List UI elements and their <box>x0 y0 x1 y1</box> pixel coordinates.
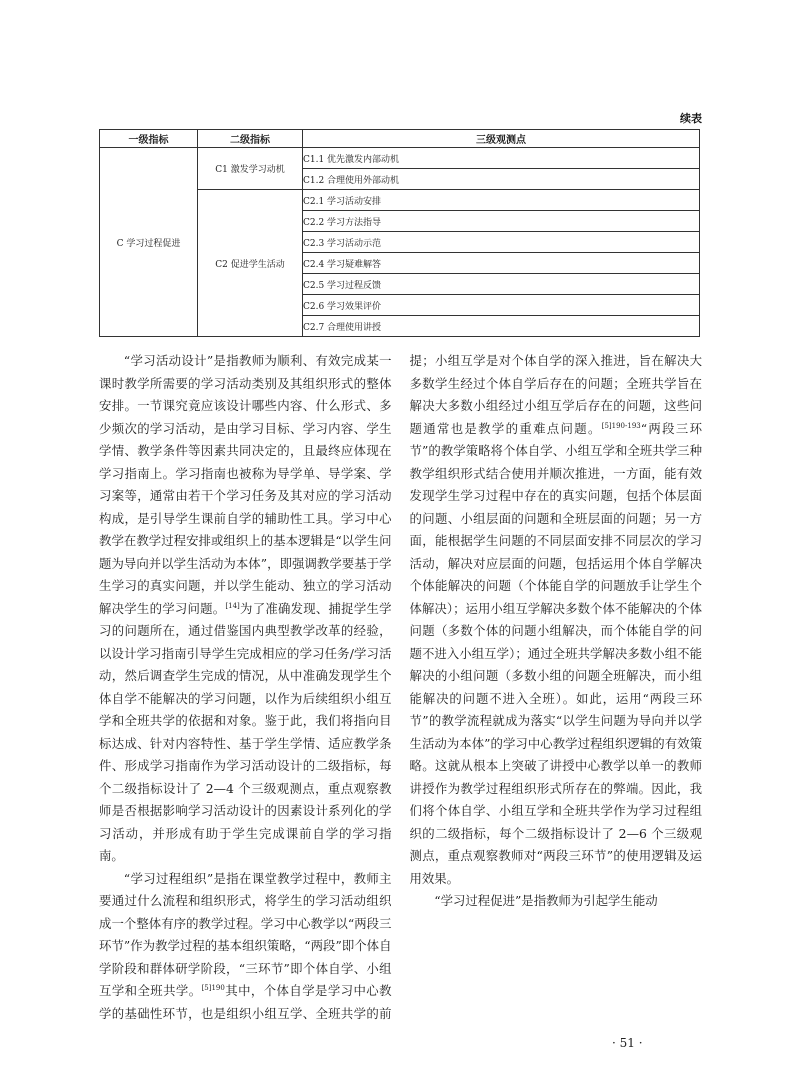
paragraph-process-promotion <box>410 890 703 913</box>
citation: [14] <box>225 601 240 610</box>
header-level3: 三级观测点 <box>303 130 700 148</box>
citation: [5]190-193 <box>601 421 641 430</box>
level3-cell: C2.7 合理使用讲授 <box>303 316 700 337</box>
level2-cell-c2: C2 促进学生活动 <box>198 190 303 337</box>
text-span: “学习过程组织”是指在课堂教学过程中，教师主要通过什么流程和组织形式，将学生的学习活动组织成一个整体有序的教学过程。学习中心教学以“两段三环节”作为教学过程的基本组织策略，“两段”即个体自学阶段和群体研学阶段，“三环节”即个体自学、小组互学和全班共学。 <box>99 870 392 998</box>
table-row <box>100 148 700 169</box>
level1-cell: C 学习过程促进 <box>100 148 198 337</box>
level3-cell: C2.1 学习活动安排 <box>303 190 700 211</box>
body-text <box>99 350 702 1030</box>
level3-cell: C2.6 学习效果评价 <box>303 295 700 316</box>
header-level1: 一级指标 <box>100 130 198 148</box>
level3-cell: C2.4 学习疑难解答 <box>303 253 700 274</box>
level3-cell: C1.1 优先激发内部动机 <box>303 148 700 169</box>
text-span: 其中，个体自学是学习中心教学的基础性环节，也是组织小组互学、全班共学的前提；小组互学是对个体自学的深入推进，旨在解决大多数学生经过个体自学后存在的问题；全班共学旨在解决大多数小组经过小组互学后存在的问题，这些问题通常也是教学的重难点问题。 <box>99 353 702 1021</box>
paragraph-activity-design <box>99 350 392 868</box>
indicator-table <box>99 129 700 337</box>
text-span: “学习过程促进”是指教师为引起学生能动 <box>434 893 658 908</box>
table-header-row <box>100 130 700 148</box>
level2-cell-c1: C1 激发学习动机 <box>198 148 303 190</box>
text-span: “两段三环节”的教学策略将个体自学、小组互学和全班共学三种教学组织形式结合使用并顺次推进，一方面，能有效发现学生学习过程中存在的真实问题，包括个体层面的问题、小组层面的问题和全班层面的问题；另一方面，能根据学生问题的不同层面安排不同层次的学习活动，解决对应层面的问题，包括运用个体自学解决个体能解决的问题（个体能自学的问题放手让学生个体解决）；运用小组互学解决多数个体不能解决的个体问题（多数个体的问题小组解决，而个体能自学的问题不进入小组互学）；通过全班共学解决多数小组不能解决的小组问题（多数小组的问题全班解决，而小组能解决的问题不进入全班）。如此，运用“两段三环节”的教学流程就成为落实“以学生问题为导向并以学生活动为本体”的学习中心教学过程组织逻辑的有效策略。这就从根本上突破了讲授中心教学以单一的教师讲授作为教学过程组织形式所存在的弊端。因此，我们将个体自学、小组互学和全班共学作为学习过程组织的二级指标，每个二级指标设计了 2—6 个三级观测点，重点观察教师对“两段三环节”的使用逻辑及运用效果。 <box>409 420 703 886</box>
page-number: · 51 · <box>612 1036 643 1050</box>
text-span: “学习活动设计”是指教师为顺利、有效完成某一课时教学所需要的学习活动类别及其组织形式的整体安排。一节课究竟应该设计哪些内容、什么形式、多少频次的学习活动，是由学习目标、学习内容、学生学情、教学条件等因素共同决定的，且最终应体现在学习指南上。学习指南也被称为导学单、导学案、学习案等，通常由若干个学习任务及其对应的学习活动构成，是引导学生课前自学的辅助性工具。学习中心教学在教学过程安排或组织上的基本逻辑是“以学生问题为导向并以学生活动为本体”，即强调教学要基于学生学习的真实问题，并以学生能动、独立的学习活动解决学生的学习问题。 <box>99 353 392 616</box>
header-level2: 二级指标 <box>198 130 303 148</box>
level3-cell: C2.2 学习方法指导 <box>303 211 700 232</box>
continued-label: 续表 <box>680 112 702 125</box>
level3-cell: C2.5 学习过程反馈 <box>303 274 700 295</box>
level3-cell: C2.3 学习活动示范 <box>303 232 700 253</box>
level3-cell: C1.2 合理使用外部动机 <box>303 169 700 190</box>
citation: [5]190 <box>201 983 225 992</box>
text-span: 为了准确发现、捕捉学生学习的问题所在，通过借鉴国内典型教学改革的经验，以设计学习指南引导学生完成相应的学习任务/学习活动，然后调查学生完成的情况，从中准确发现学生个体自学不能解决的学习问题，以作为后续组织小组互学和全班共学的依据和对象。鉴于此，我们将指向目标达成、针对内容特性、基于学生学情、适应教学条件、形成学习指南作为学习活动设计的二级指标，每个二级指标设计了 2—4 个三级观测点，重点观察教师是否根据影响学习活动设计的因素设计系列化的学习活动，并形成有助于学生完成课前自学的学习指南。 <box>99 600 392 863</box>
